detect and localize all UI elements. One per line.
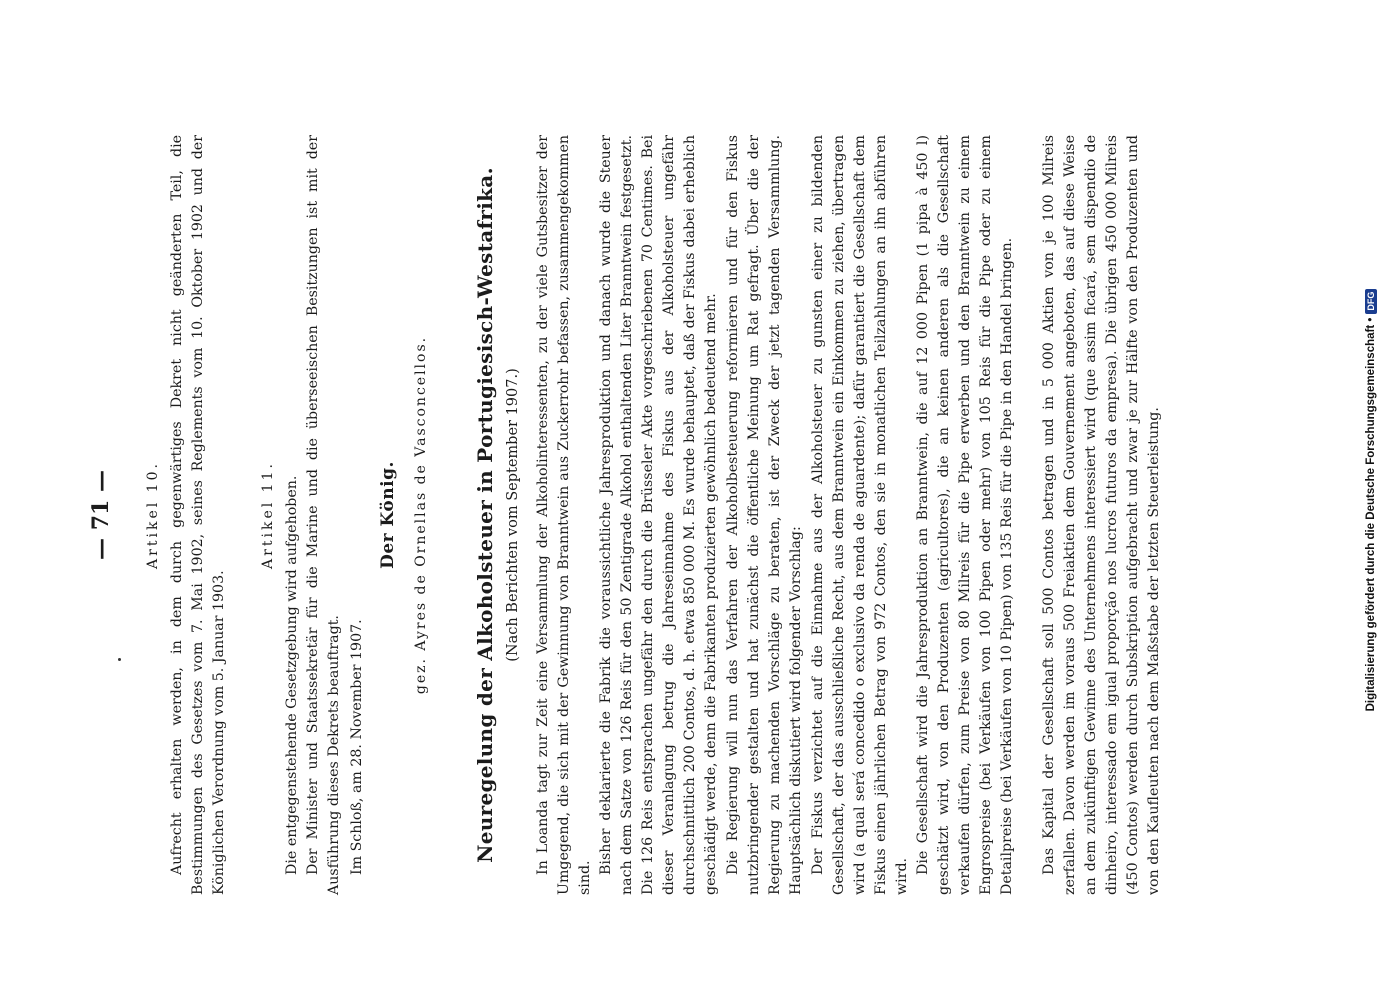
article-10-text: Aufrecht erhalten werden, in dem durch gegenwärtiges Dekret nicht geänderten Teil, die Bestimmungen des Gesetzes vom 7. Mai 1902, seines Reglements vom 10. Oktober 1902 und der Königlichen Verordnung vom 5. Januar 1903. — [169, 135, 227, 895]
section-subtitle: (Nach Berichten vom September 1907.) — [505, 368, 521, 662]
rotated-page — [75, 135, 1225, 895]
article-11-heading: Artikel 11. — [260, 461, 276, 569]
dfg-logo: DFG — [1365, 289, 1377, 314]
digitization-credit-text: Digitalisierung gefördert durch die Deutsche Forschungsgemeinschaft • — [1365, 317, 1377, 712]
signature-king: Der König. — [378, 461, 398, 569]
section-paragraph-1: In Loanda tagt zur Zeit eine Versammlung der Alkoholinteressenten, zu der viele Gutsbesitzer der Umgegend, die sich mit der Gewinnung von Branntwein aus Zuckerrohr befassen, zusammengekommen sind. — [535, 135, 593, 895]
article-10-heading: Artikel 10. — [145, 461, 161, 569]
section-title: Neuregelung der Alkoholsteuer in Portugiesisch-Westafrika. — [473, 167, 497, 863]
article-11-line-1: Die entgegenstehende Gesetzgebung wird aufgehoben. — [284, 475, 300, 875]
digitization-credit — [1360, 0, 1382, 1000]
section-paragraph-6: Das Kapital der Gesellschaft soll 500 Contos betragen und in 5 000 Aktien von je 100 Milreis zerfallen. Davon werden im voraus 500 Freiaktien dem Gouvernement angeboten, das auf diese Weise an dem zukünftigen Gewinne des Unternehmens interessiert wird (que assim ficará, sem dispendio de dinheiro, interessado em igual proporção nos lucros futuros da empresa). Die übrigen 450 000 Milreis (450 Contos) werden durch Subskription aufgebracht und zwar je zur Hälfte von den Produzenten und von den Kaufleuten nach dem Maßstabe der letzten Steuerleistung. — [1041, 135, 1162, 895]
page-number: — 71 — — [88, 470, 114, 560]
section-paragraph-4: Der Fiskus verzichtet auf die Einnahme aus der Alkoholsteuer zu gunsten einer zu bildenden Gesellschaft, der das ausschließliche Recht, aus dem Branntwein ein Einkommen zu ziehen, übertragen wird (a qual será concedido o exclusivo da renda de aguardente); dafür garantiert die Gesellschaft dem Fiskus einen jährlichen Betrag von 972 Contos, den sie in monatlichen Teilzahlungen an ihn abführen wird. — [810, 135, 910, 895]
signature-countersign: gez. Ayres de Ornellas de Vasconcellos. — [413, 335, 429, 695]
signature-place-date: Im Schloß, am 28. November 1907. — [349, 619, 365, 875]
article-11-line-2: Der Minister und Staatssekretär für die Marine und die überseeischen Besitzungen ist mit der Ausführung dieses Dekrets beauftragt. — [305, 135, 342, 895]
section-paragraph-5: Die Gesellschaft wird die Jahresproduktion an Branntwein, die auf 12 000 Pipen (1 pipa à 450 l) geschätzt wird, von den Produzenten (agricultores), die an keinen anderen als die Gesellschaft verkaufen dürfen, zum Preise von 80 Milreis für die Pipe erwerben und den Branntwein zu einem Engrospreise (bei Verkäufen von 100 Pipen oder mehr) von 105 Reis für die Pipe oder zu einem Detailpreise (bei Verkäufen von 10 Pipen) von 135 Reis für die Pipe in den Handel bringen. — [915, 135, 1015, 895]
section-paragraph-3: Die Regierung will nun das Verfahren der Alkoholbesteuerung reformieren und für den Fiskus nutzbringender gestalten und hat zunächst die öffentliche Meinung um Rat gefragt. Über die der Regierung zu machenden Vorschläge zu beraten, ist der Zweck der jetzt tagenden Versammlung. Hauptsächlich diskutiert wird folgender Vorschlag: — [725, 135, 804, 895]
section-paragraph-2: Bisher deklarierte die Fabrik die voraussichtliche Jahresproduktion und danach wurde die Steuer nach dem Satze von 126 Reis für den 50 Zentigrade Alkohol enthaltenden Liter Branntwein festgesetzt. Die 126 Reis entsprachen ungefähr den durch die Brüsseler Akte vorgeschriebenen 70 Centimes. Bei dieser Veranlagung betrug die Jahreseinnahme des Fiskus aus der Alkoholsteuer ungefähr durchschnittlich 200 Contos, d. h. etwa 850 000 M. Es wurde behauptet, daß der Fiskus dabei erheblich geschädigt werde, denn die Fabrikanten produzierten gewöhnlich bedeutend mehr. — [598, 135, 719, 895]
